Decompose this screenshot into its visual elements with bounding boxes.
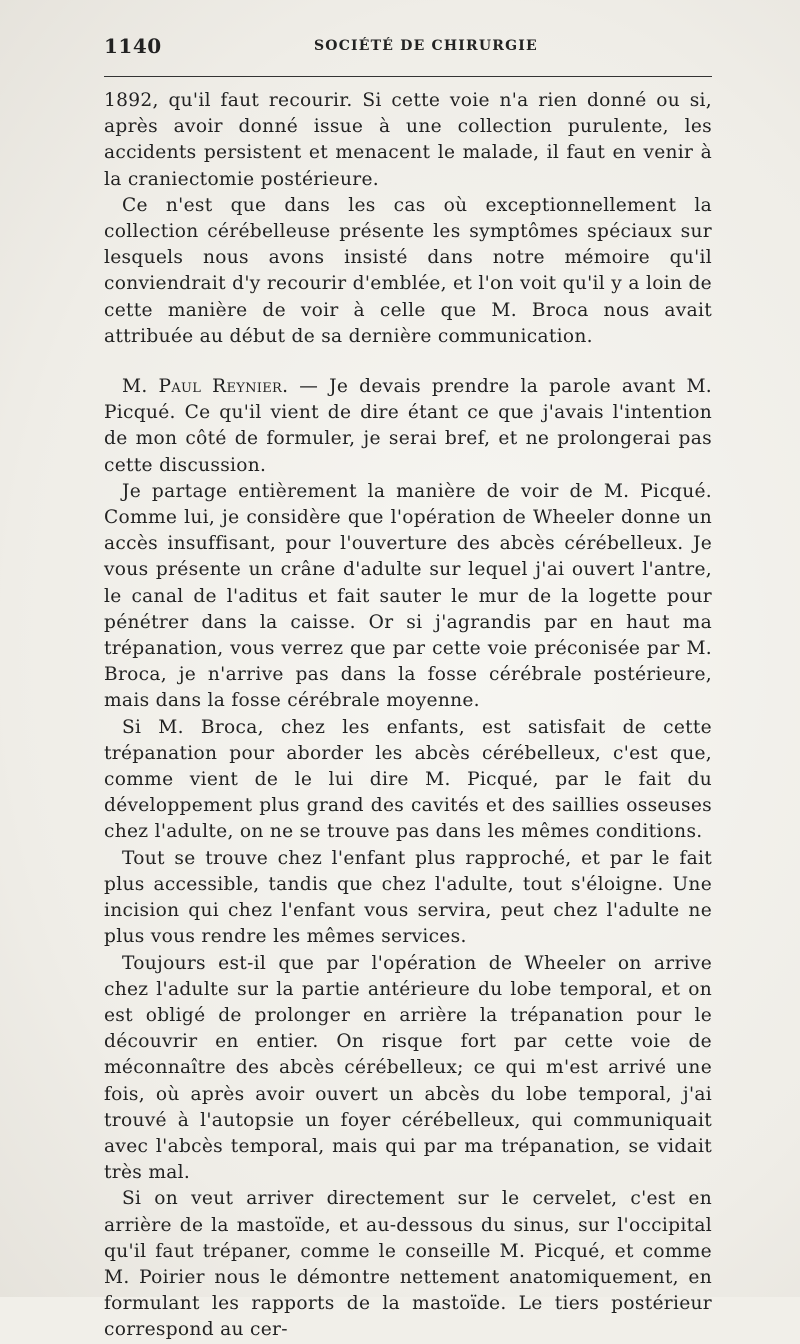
paragraph-8: Si on veut arriver directement sur le cervelet, c'est en arrière de la mastoïde, et au-dessous du sinus, sur l'occipital qu'il faut trépaner, comme le conseille M. Picqué, et comme M. Poirier nous le démontre nettement anatomiquement, en formulant les rapports de la mastoïde. Le tiers postérieur correspond au cer- (104, 1188, 712, 1341)
header-rule (104, 76, 712, 77)
speaker-name: M. Paul Reynier. (122, 376, 289, 398)
running-title: SOCIÉTÉ DE CHIRURGIE (314, 38, 538, 54)
paragraph-2: Ce n'est que dans les cas où exceptionnellement la collection cérébelleuse présente les symptômes spéciaux sur lesquels nous avons insisté dans notre mémoire qu'il conviendrait d'y recourir d'emblée, et l'on voit qu'il y a loin de cette manière de voir à celle que M. Broca nous avait attribuée au début de sa dernière communication. (104, 194, 712, 347)
body-text (104, 88, 712, 1344)
paragraph-5: Si M. Broca, chez les enfants, est satisfait de cette trépanation pour aborder les abcès cérébelleux, c'est que, comme vient de le lui dire M. Picqué, par le fait du développement plus grand des cavités et des saillies osseuses chez l'adulte, on ne se trouve pas dans les mêmes conditions. (104, 716, 712, 843)
paragraph-6: Tout se trouve chez l'enfant plus rapproché, et par le fait plus accessible, tandis que chez l'adulte, tout s'éloigne. Une incision qui chez l'enfant vous servira, peut chez l'adulte ne plus vous rendre les mêmes services. (104, 847, 712, 948)
paragraph-3 (104, 374, 712, 479)
page-header (104, 34, 710, 62)
paragraph-4: Je partage entièrement la manière de voir de M. Picqué. Comme lui, je considère que l'opération de Wheeler donne un accès insuffisant, pour l'ouverture des abcès cérébelleux. Je vous présente un crâne d'adulte sur lequel j'ai ouvert l'antre, le canal de l'aditus et fait sauter le mur de la logette pour pénétrer dans la caisse. Or si j'agrandis par en haut ma trépanation, vous verrez que par cette voie préconisée par M. Broca, je n'arrive pas dans la fosse cérébrale postérieure, mais dans la fosse cérébrale moyenne. (104, 480, 712, 712)
paragraph-1: 1892, qu'il faut recourir. Si cette voie n'a rien donné ou si, après avoir donné issue à une collection purulente, les accidents persistent et menacent le malade, il faut en venir à la craniectomie postérieure. (104, 90, 712, 190)
page-number: 1140 (104, 34, 162, 58)
paragraph-3-text: — Je devais prendre la parole avant M. Picqué. Ce qu'il vient de dire étant ce que j'avais l'intention de mon côté de formuler, je serai bref, et ne prolongerai pas cette discussion. (104, 376, 712, 476)
paragraph-7: Toujours est-il que par l'opération de Wheeler on arrive chez l'adulte sur la partie antérieure du lobe temporal, et on est obligé de prolonger en arrière la trépanation pour le découvrir en entier. On risque fort par cette voie de méconnaître des abcès cérébelleux; ce qui m'est arrivé une fois, où après avoir ouvert un abcès du lobe temporal, j'ai trouvé à l'autopsie un foyer cérébelleux, qui communiquait avec l'abcès temporal, mais qui par ma trépanation, se vidait très mal. (104, 952, 712, 1184)
